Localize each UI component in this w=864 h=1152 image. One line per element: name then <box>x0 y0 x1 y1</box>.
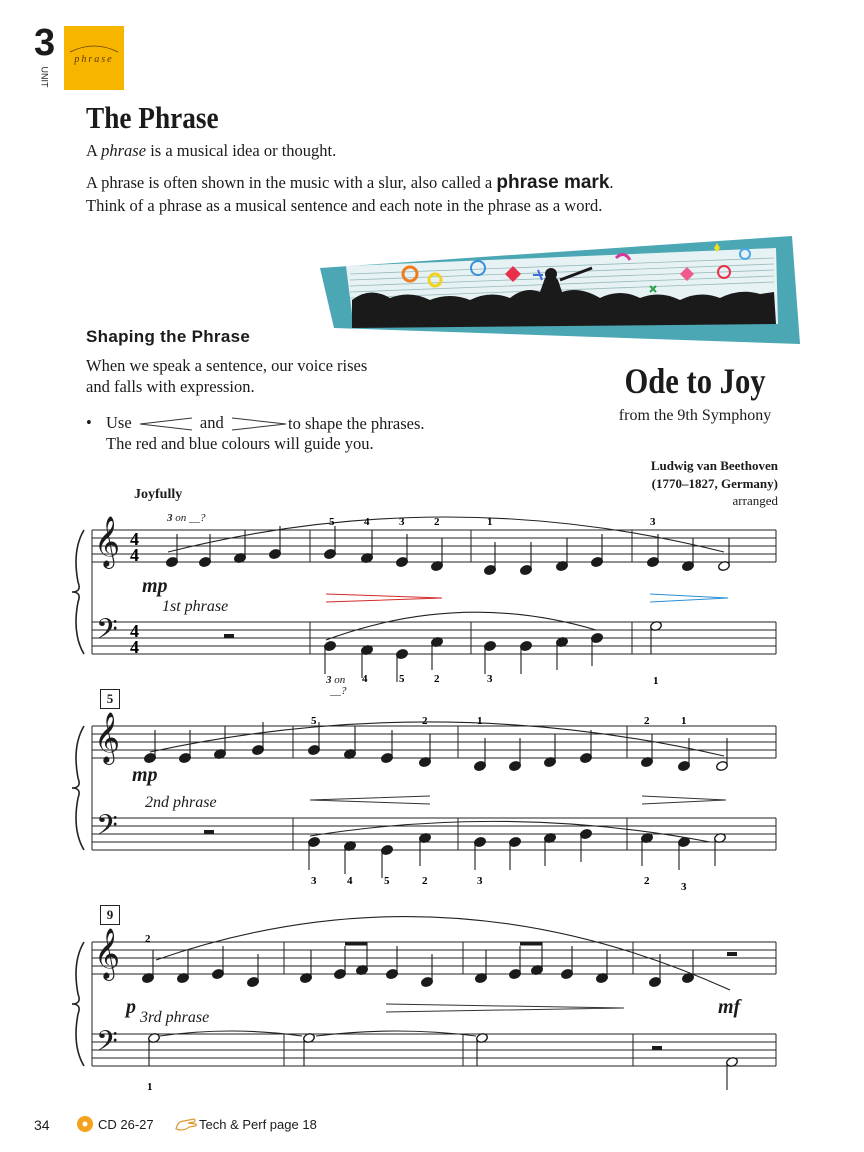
and-word: and <box>199 413 224 432</box>
composer-name: Ludwig van Beethoven <box>650 458 778 473</box>
s2-f2: 2 <box>422 715 428 727</box>
intro-line-1-em: phrase <box>101 141 147 160</box>
song-title: Ode to Joy <box>624 361 766 401</box>
finger-hint-1-mark: ? <box>200 512 206 524</box>
s3-bf1: 1 <box>147 1081 153 1093</box>
dynamic-mp-2: mp <box>132 764 158 786</box>
s1-time-bass-den: 4 <box>130 637 139 657</box>
dynamic-mf: mf <box>718 996 741 1018</box>
phrase-mark-term: phrase mark <box>496 172 610 193</box>
bullet: • <box>86 413 92 432</box>
s1-bf2: 5 <box>399 673 405 685</box>
hand-icon <box>174 1115 198 1133</box>
phrase-label-2: 2nd phrase <box>145 794 217 811</box>
composer-dates: (1770–1827, Germany) <box>651 476 778 491</box>
s1-slur-treble <box>168 517 724 552</box>
s1-bass-rest <box>224 634 234 638</box>
shaping-line-1: When we speak a sentence, our voice rises <box>86 356 368 375</box>
s2-f4: 2 <box>644 715 650 727</box>
s1-f1: 5 <box>329 516 335 528</box>
s2-bf7: 3 <box>681 881 687 893</box>
s1-f6: 3 <box>650 516 656 528</box>
phrase-label-3: 3rd phrase <box>140 1009 210 1026</box>
s2-bass-rest <box>204 830 214 834</box>
page-title: The Phrase <box>86 100 219 135</box>
dynamic-mp-1: mp <box>142 575 168 597</box>
song-subtitle: from the 9th Symphony <box>618 407 772 424</box>
s1-bf1: 4 <box>362 673 368 685</box>
intro-line-1-b: is a musical idea or thought. <box>146 141 337 160</box>
dynamic-p: p <box>126 996 136 1018</box>
s3-brace <box>72 942 84 1066</box>
intro-line-2-b: . <box>609 173 614 192</box>
s2-bf1: 3 <box>311 875 317 887</box>
s1-bf5: 1 <box>653 675 659 687</box>
arranged-label: arranged <box>732 493 778 508</box>
unit-word: UNIT <box>39 66 50 88</box>
measure-number-9: 9 <box>100 905 120 925</box>
cd-label: CD 26-27 <box>98 1117 154 1132</box>
tech-perf-label: Tech & Perf page 18 <box>199 1117 317 1132</box>
unit-badge-word: phrase <box>74 54 114 65</box>
s1-hair-blue <box>650 594 728 602</box>
s2-f5: 1 <box>681 715 687 727</box>
shaping-line-2: and falls with expression. <box>86 377 255 396</box>
s1-slur-bass <box>326 612 596 640</box>
s1-f5: 1 <box>487 516 493 528</box>
s1-f4: 2 <box>434 516 440 528</box>
s3-treble-rest <box>727 952 737 956</box>
s2-treble-clef: 𝄞 <box>94 712 121 763</box>
finger-hint-2-text: on <box>334 674 346 686</box>
s1-f3: 3 <box>399 516 405 528</box>
s2-hair-dec <box>642 796 726 804</box>
cd-icon <box>76 1115 96 1133</box>
s1-time-treble-num: 4 <box>130 529 139 549</box>
s3-bass-clef: 𝄢 <box>96 1025 118 1065</box>
phrase-label-1: 1st phrase <box>162 598 229 615</box>
s1-hair-red <box>326 594 442 602</box>
measure-number-5: 5 <box>100 689 120 709</box>
s2-bf3: 5 <box>384 875 390 887</box>
section-heading: Shaping the Phrase <box>86 327 251 346</box>
s2-bf6: 2 <box>644 875 650 887</box>
finger-hint-2: 3 on <box>326 674 346 686</box>
unit-number: 3 <box>34 22 56 64</box>
s2-f1: 5 <box>311 715 317 727</box>
s1-bass-clef: 𝄢 <box>96 613 118 653</box>
s3-treble-clef: 𝄞 <box>94 928 121 979</box>
s2-bf2: 4 <box>347 875 353 887</box>
intro-line-1-a: A <box>86 141 102 160</box>
s3-slur-treble <box>156 917 730 990</box>
s1-bf4: 3 <box>487 673 493 685</box>
s2-bass-clef: 𝄢 <box>96 809 118 849</box>
s1-f2: 4 <box>364 516 370 528</box>
shaping-line-4: The red and blue colours will guide you. <box>106 434 374 453</box>
finger-hint-2b: __? <box>330 685 347 697</box>
finger-hint-1-text: on <box>175 512 187 524</box>
s1-brace <box>72 530 84 654</box>
page-number: 34 <box>34 1117 50 1133</box>
tempo-marking: Joyfully <box>134 487 183 502</box>
finger-hint-1: 3 on __? <box>167 512 206 524</box>
s3-bass-rest <box>652 1046 662 1050</box>
s1-treble-clef: 𝄞 <box>94 516 121 567</box>
s2-f3: 1 <box>477 715 483 727</box>
s3-f1: 2 <box>145 933 151 945</box>
s1-time-bass-num: 4 <box>130 621 139 641</box>
s2-slur-treble <box>150 722 724 756</box>
use-word: Use <box>106 413 132 432</box>
s2-brace <box>72 726 84 850</box>
s1-bf3: 2 <box>434 673 440 685</box>
finger-hint-2-mark: ? <box>341 685 347 697</box>
s2-bf5: 3 <box>477 875 483 887</box>
s1-time-treble-den: 4 <box>130 545 139 565</box>
s2-hair-cres <box>310 796 430 804</box>
s3-hair-dec <box>386 1004 624 1012</box>
intro-line-3: Think of a phrase as a musical sentence and each note in the phrase as a word. <box>86 196 603 215</box>
intro-line-2-a: A phrase is often shown in the music with a slur, also called a <box>86 173 497 192</box>
shaping-line-3-tail: to shape the phrases. <box>288 414 425 433</box>
s2-bf4: 2 <box>422 875 428 887</box>
